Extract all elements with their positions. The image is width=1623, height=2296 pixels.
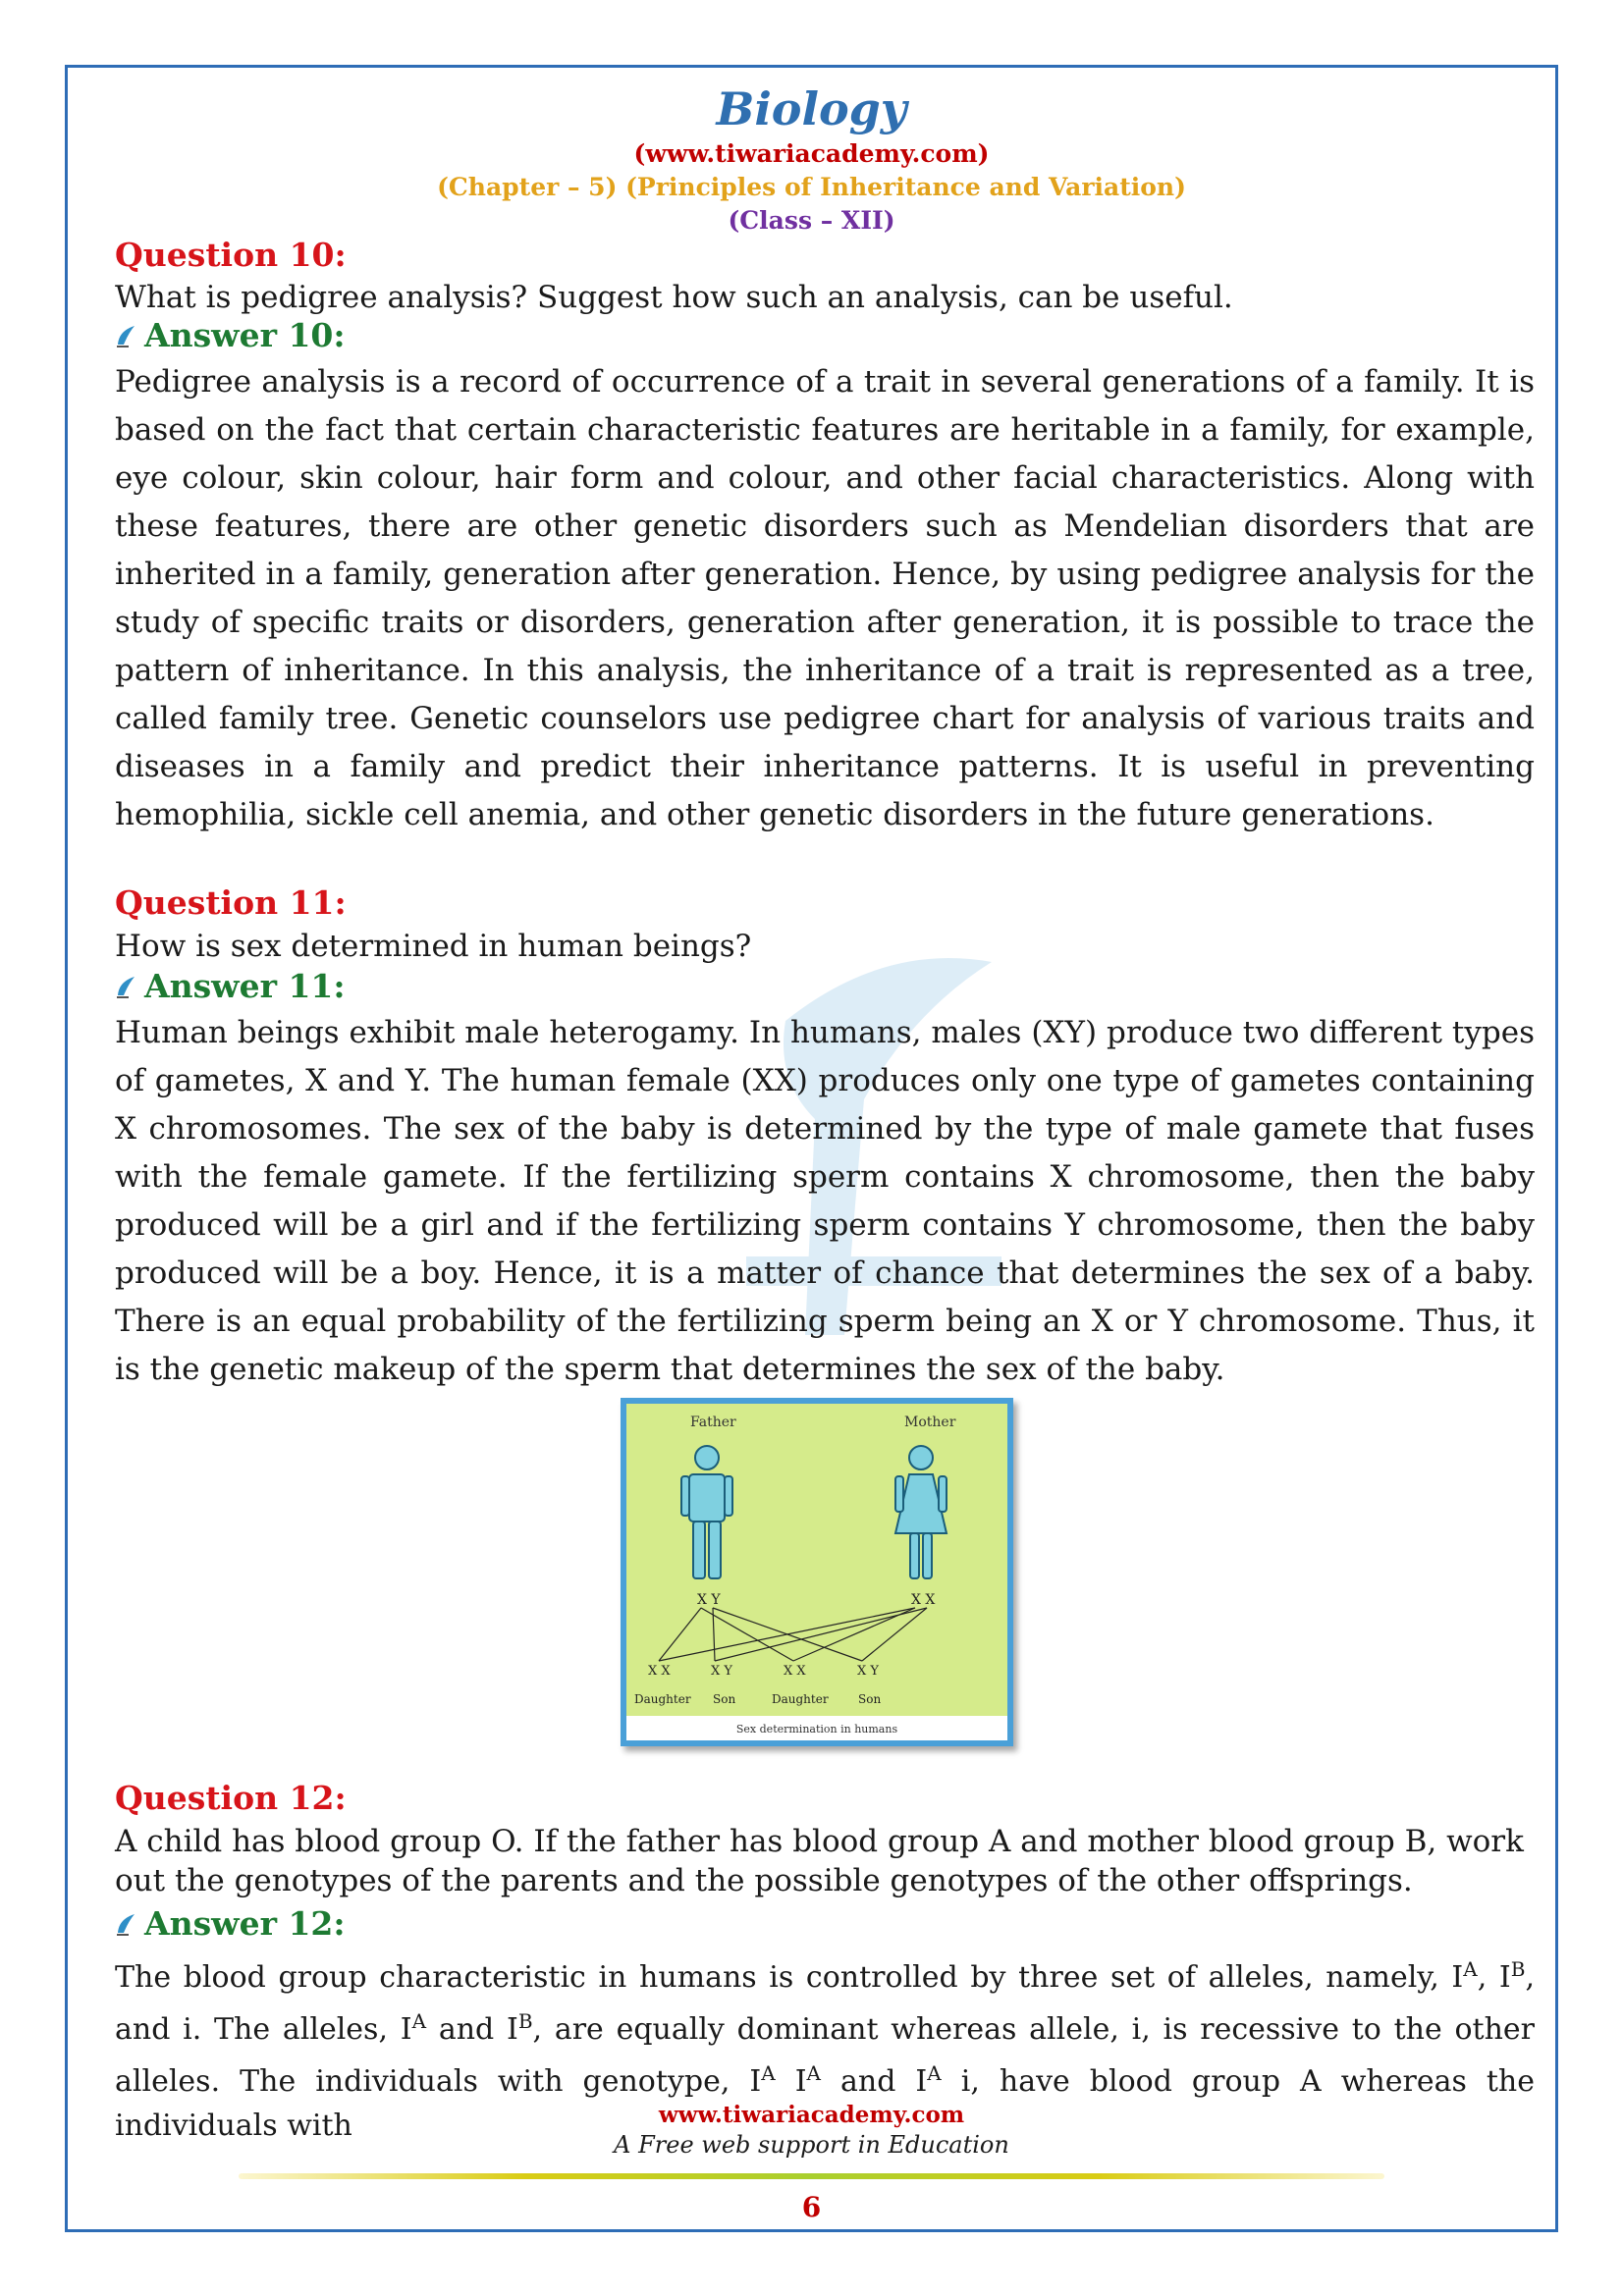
question-11-text: How is sex determined in human beings? [115,929,752,964]
pen-icon [115,1911,140,1937]
offspring-1-label: Daughter [634,1692,691,1706]
mother-label: Mother [904,1415,956,1430]
answer-12-text: The blood group characteristic in humans is controlled by three set of alleles, namely, $I^A$, $I^B$, and i. The alleles, $I^A$ and $I^B$, are equally dominant whereas allele, i, is recessive to the other alleles. The individuals with genotype, $I^A$ $I^A$ and $I^A$ i, have blood group A whereas the individuals with [115,1957,1536,2143]
offspring-3-genotype: X X [784,1664,806,1679]
offspring-3-label: Daughter [772,1692,829,1706]
question-12-text-line-2: out the genotypes of the parents and the possible genotypes of the other offsprings. [115,1863,1413,1898]
answer-11-label: Answer 11: [144,967,346,1005]
footer-website[interactable]: www.tiwariacademy.com [658,2102,965,2128]
page-number: 6 [801,2191,822,2223]
question-11-heading: Question 11: [115,883,347,922]
offspring-2-genotype: X Y [711,1664,732,1679]
header-class: (Class – XII) [728,206,895,235]
footer-tagline: A Free web support in Education [614,2131,1009,2159]
answer-10-heading [115,316,346,354]
mother-figure [895,1446,947,1578]
answer-10-label: Answer 10: [144,316,346,354]
father-genotype: X Y [697,1592,721,1608]
answer-11-heading [115,967,346,1005]
cross-lines [659,1608,927,1661]
mother-genotype: X X [911,1592,936,1608]
question-12-text-line-1: A child has blood group O. If the father has blood group A and mother blood group B, work [115,1824,1524,1859]
pen-icon [115,323,140,348]
offspring-2-label: Son [713,1692,736,1706]
page-title: Biology [716,82,907,135]
diagram-svg [626,1404,1007,1740]
offspring-1-genotype: X X [648,1664,671,1679]
pen-icon [115,974,140,999]
question-10-text: What is pedigree analysis? Suggest how such an analysis, can be useful. [115,280,1233,315]
sex-determination-diagram [621,1398,1013,1746]
father-figure [681,1446,732,1578]
header-website: (www.tiwariacademy.com) [633,139,990,168]
answer-11-text: Human beings exhibit male heterogamy. In humans, males (XY) produce two different types of gametes, X and Y. The human female (XX) produces only one type of gametes containing X chromosomes. The sex of the baby is determined by the type of male gamete that fuses with the female gamete. If the fertilizing sperm contains X chromosome, then the baby produced will be a girl and if the fertilizing sperm contains Y chromosome, then the baby produced will be a boy. Hence, it is a matter of chance that determines the sex of a baby. There is an equal probability of the fertilizing sperm being an X or Y chromosome. Thus, it is the genetic makeup of the sperm that determines the sex of the baby. [115,1015,1535,1387]
answer-12-heading [115,1904,346,1943]
question-12-heading: Question 12: [115,1779,347,1817]
father-label: Father [690,1415,736,1430]
header-chapter: (Chapter – 5) (Principles of Inheritance and Variation) [437,173,1186,201]
offspring-4-label: Son [858,1692,882,1706]
question-10-heading: Question 10: [115,236,347,274]
footer-divider [239,2173,1384,2179]
offspring-4-genotype: X Y [857,1664,879,1679]
answer-10-text: Pedigree analysis is a record of occurrence of a trait in several generations of a family. It is based on the fact that certain characteristic features are heritable in a family, for example, eye colour, skin colour, hair form and colour, and other facial characteristics. Along with these features, there are other genetic disorders such as Mendelian disorders that are inherited in a family, generation after generation. Hence, by using pedigree analysis for the study of specific traits or disorders, generation after generation, it is possible to trace the pattern of inheritance. In this analysis, the inheritance of a trait is represented as a tree, called family tree. Genetic counselors use pedigree chart for analysis of various traits and diseases in a family and predict their inheritance patterns. It is useful in preventing hemophilia, sickle cell anemia, and other genetic disorders in the future generations. [115,364,1535,832]
diagram-caption: Sex determination in humans [735,1723,898,1735]
answer-12-label: Answer 12: [144,1904,346,1943]
